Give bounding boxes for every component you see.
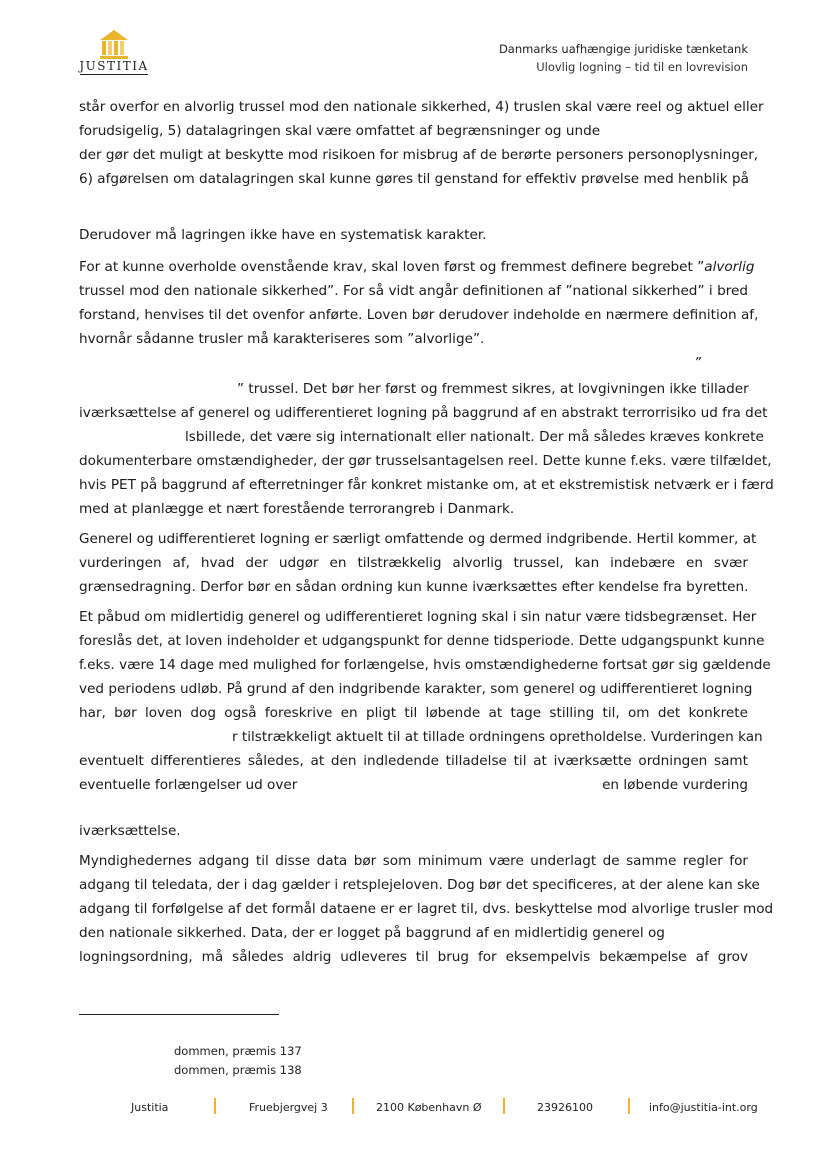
footer-email-link[interactable]: info@justitia-int.org xyxy=(649,1101,758,1114)
text-line: den nationale sikkerhed. Data, der er logget på baggrund af en midlertidig generel og xyxy=(79,925,665,941)
text-line: Generel og udifferentieret logning er særligt omfattende og dermed indgribende. Hertil kommer, at xyxy=(79,531,757,547)
text-line: eventuelt differentieres således, at den indledende tilladelse til at iværksætte ordningen samt xyxy=(79,753,748,769)
org-title: Danmarks uafhængige juridiske tænketank xyxy=(498,42,748,56)
text-line: hvis PET på baggrund af efterretninger får konkret mistanke om, at et ekstremistisk netværk er i færd xyxy=(79,477,774,493)
footer-city: 2100 København Ø xyxy=(376,1101,482,1114)
text-line: trussel mod den nationale sikkerhed”. For så vidt angår definitionen af ”national sikkerhed” i bred xyxy=(79,283,748,299)
text-line: logningsordning, må således aldrig udleveres til brug for eksempelvis bekæmpelse af grov xyxy=(79,949,748,965)
text-line: eventuelle forlængelser ud over xyxy=(79,777,298,793)
italic-term: alvorlig xyxy=(704,259,755,275)
text-line: iværksættelse af generel og udifferentieret logning på baggrund af en abstrakt terrorrisiko ud fra det xyxy=(79,405,768,421)
justitia-logo xyxy=(78,30,150,76)
text-line: en løbende vurdering xyxy=(602,777,748,793)
text-line: adgang til teledata, der i dag gælder i retsplejeloven. Dog bør det specificeres, at der alene kan ske xyxy=(79,877,760,893)
text-line xyxy=(79,259,755,275)
text-line: hvornår sådanne trusler må karakteriseres som ”alvorlige”. xyxy=(79,331,485,347)
footer-phone: 23926100 xyxy=(537,1101,593,1114)
text-line: lsbillede, det være sig internationalt eller nationalt. Der må således kræves konkrete xyxy=(185,429,764,445)
quote-mark: ” xyxy=(694,355,702,371)
text-line: r tilstrækkeligt aktuelt til at tillade ordningens opretholdelse. Vurderingen kan xyxy=(232,729,763,745)
text-line: står overfor en alvorlig trussel mod den nationale sikkerhed, 4) truslen skal være reel og aktuel eller xyxy=(79,99,764,115)
footer-separator xyxy=(628,1098,630,1114)
text-line: Et påbud om midlertidig generel og udifferentieret logning skal i sin natur være tidsbegrænset. Her xyxy=(79,609,757,625)
footer-org: Justitia xyxy=(131,1101,169,1114)
footer-separator xyxy=(214,1098,216,1114)
text-line: forudsigelig, 5) datalagringen skal være omfattet af begrænsninger og unde xyxy=(79,123,601,139)
text-line: Derudover må lagringen ikke have en systematisk karakter. xyxy=(79,227,487,243)
page-header xyxy=(499,40,748,76)
footer-separator xyxy=(503,1098,505,1114)
text-line: med at planlægge et nært forestående terrorangreb i Danmark. xyxy=(79,501,515,517)
footnote: dommen, præmis 137 xyxy=(174,1044,302,1058)
text-line: har, bør loven dog også foreskrive en pligt til løbende at tage stilling til, om det konkrete xyxy=(79,705,748,721)
text-line: f.eks. være 14 dage med mulighed for forlængelse, hvis omstændighederne fortsat gør sig gældende xyxy=(79,657,771,673)
text-line: ” trussel. Det bør her først og fremmest sikres, at lovgivningen ikke tillader xyxy=(237,381,749,397)
text-segment: For at kunne overholde ovenstående krav, skal loven først og fremmest definere begrebet ” xyxy=(79,259,705,275)
footnote-divider xyxy=(79,1014,279,1015)
text-line: ved periodens udløb. På grund af den indgribende karakter, som generel og udifferentieret logning xyxy=(79,681,753,697)
footer-street: Fruebjergvej 3 xyxy=(249,1101,328,1114)
text-line: grænsedragning. Derfor bør en sådan ordning kun kunne iværksættes efter kendelse fra byretten. xyxy=(79,579,749,595)
text-line: 6) afgørelsen om datalagringen skal kunne gøres til genstand for effektiv prøvelse med henblik på xyxy=(79,171,749,187)
doc-subtitle: Ulovlig logning – tid til en lovrevision xyxy=(536,60,748,74)
text-line: iværksættelse. xyxy=(79,823,181,839)
pillar-logo-icon xyxy=(98,30,130,60)
text-line: Myndighedernes adgang til disse data bør som minimum være underlagt de samme regler for xyxy=(79,853,748,869)
text-line: der gør det muligt at beskytte mod risikoen for misbrug af de berørte personers personoplysninger, xyxy=(79,147,759,163)
text-line: adgang til forfølgelse af det formål dataene er er lagret til, dvs. beskyttelse mod alvorlige trusler mod xyxy=(79,901,774,917)
text-line: foreslås det, at loven indeholder et udgangspunkt for denne tidsperiode. Dette udgangspunkt kunne xyxy=(79,633,765,649)
logo-underline xyxy=(80,74,148,75)
text-line: dokumenterbare omstændigheder, der gør trusselsantagelsen reel. Dette kunne f.eks. være tilfældet, xyxy=(79,453,772,469)
footer-separator xyxy=(352,1098,354,1114)
logo-wordmark: JUSTITIA xyxy=(79,59,149,73)
footnote: dommen, præmis 138 xyxy=(174,1063,302,1077)
text-line: forstand, henvises til det ovenfor anførte. Loven bør derudover indeholde en nærmere definition af, xyxy=(79,307,759,323)
text-line: vurderingen af, hvad der udgør en tilstrækkelig alvorlig trussel, kan indebære en svær xyxy=(79,555,748,571)
